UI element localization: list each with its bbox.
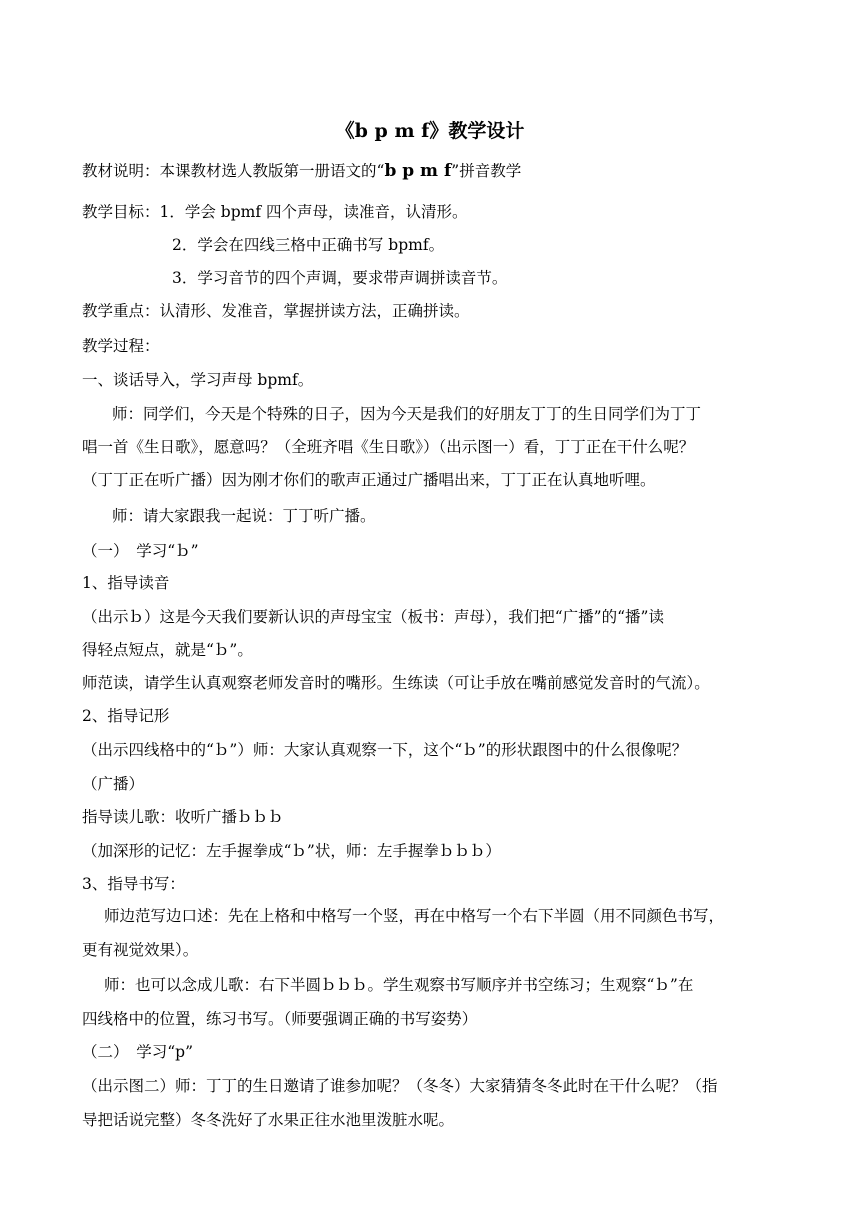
- goal-line-2: 2．学会在四线三格中正确书写 bpmf。: [172, 236, 445, 254]
- paragraph-line: （出示图二）师：丁丁的生日邀请了谁参加呢？（冬冬）大家猜猜冬冬此时在干什么呢？（指: [82, 1077, 718, 1095]
- intro-tail: ”拼音教学: [451, 162, 522, 180]
- section-heading-1: 一、谈话导入，学习声母 bpmf。: [82, 371, 314, 389]
- paragraph-line: 得轻点短点，就是“ｂ”。: [82, 641, 253, 659]
- paragraph-line: （出示ｂ）这是今天我们要新认识的声母宝宝（板书：声母），我们把“广播”的“播”读: [82, 608, 664, 626]
- paragraph-line: 师：请大家跟我一起说：丁丁听广播。: [112, 507, 376, 525]
- paragraph-line: 指导读儿歌：收听广播ｂｂｂ: [82, 808, 284, 826]
- document-title: 《b p m f》教学设计: [335, 120, 525, 142]
- paragraph-line: （出示四线格中的“ｂ”）师：大家认真观察一下，这个“ｂ”的形状跟图中的什么很像呢？: [82, 741, 688, 759]
- subsection-heading-b: （一） 学习“ｂ”: [82, 542, 199, 560]
- paragraph-line: 更有视觉效果）。: [82, 941, 199, 959]
- paragraph-line: 导把话说完整）冬冬洗好了水果正往水池里泼脏水呢。: [82, 1111, 455, 1129]
- intro-emphasis: b p m f: [384, 161, 452, 181]
- step-heading: 1、指导读音: [82, 574, 170, 592]
- subsection-heading-p: （二） 学习“p”: [82, 1043, 194, 1061]
- paragraph-line: 师范读，请学生认真观察老师发音时的嘴形。生练读（可让手放在嘴前感觉发音时的气流）。: [82, 674, 710, 692]
- paragraph-line: 师边范写边口述：先在上格和中格写一个竖，再在中格写一个右下半圆（用不同颜色书写，: [104, 907, 725, 925]
- paragraph-line: 师：同学们，今天是个特殊的日子，因为今天是我们的好朋友丁丁的生日同学们为丁丁: [112, 405, 702, 423]
- goal-line-3: 3．学习音节的四个声调，要求带声调拼读音节。: [172, 269, 508, 287]
- paragraph-line: 师：也可以念成儿歌：右下半圆ｂｂｂ。学生观察书写顺序并书空练习；生观察“ｂ”在: [104, 976, 694, 994]
- paragraph-line: （丁丁正在听广播）因为刚才你们的歌声正通过广播唱出来，丁丁正在认真地听哩。: [82, 471, 656, 489]
- paragraph-line: （加深形的记忆：左手握拳成“ｂ”状，师：左手握拳ｂｂｂ）: [82, 842, 501, 860]
- step-heading: 3、指导书写：: [82, 875, 185, 893]
- step-heading: 2、指导记形: [82, 707, 170, 725]
- paragraph-line: 四线格中的位置，练习书写。（师要强调正确的书写姿势）: [82, 1010, 478, 1028]
- intro-line: [82, 161, 780, 181]
- paragraph-line: （广播）: [82, 775, 145, 793]
- intro-label: 教材说明：本课教材选人教版第一册语文的“: [82, 162, 385, 180]
- process-heading: 教学过程：: [82, 337, 160, 355]
- goal-line-1: 教学目标：1．学会 bpmf 四个声母，读准音，认清形。: [82, 203, 468, 221]
- key-points-line: 教学重点：认清形、发准音，掌握拼读方法，正确拼读。: [82, 302, 470, 320]
- paragraph-line: 唱一首《生日歌》，愿意吗？（全班齐唱《生日歌》）（出示图一）看，丁丁正在干什么呢？: [82, 438, 695, 456]
